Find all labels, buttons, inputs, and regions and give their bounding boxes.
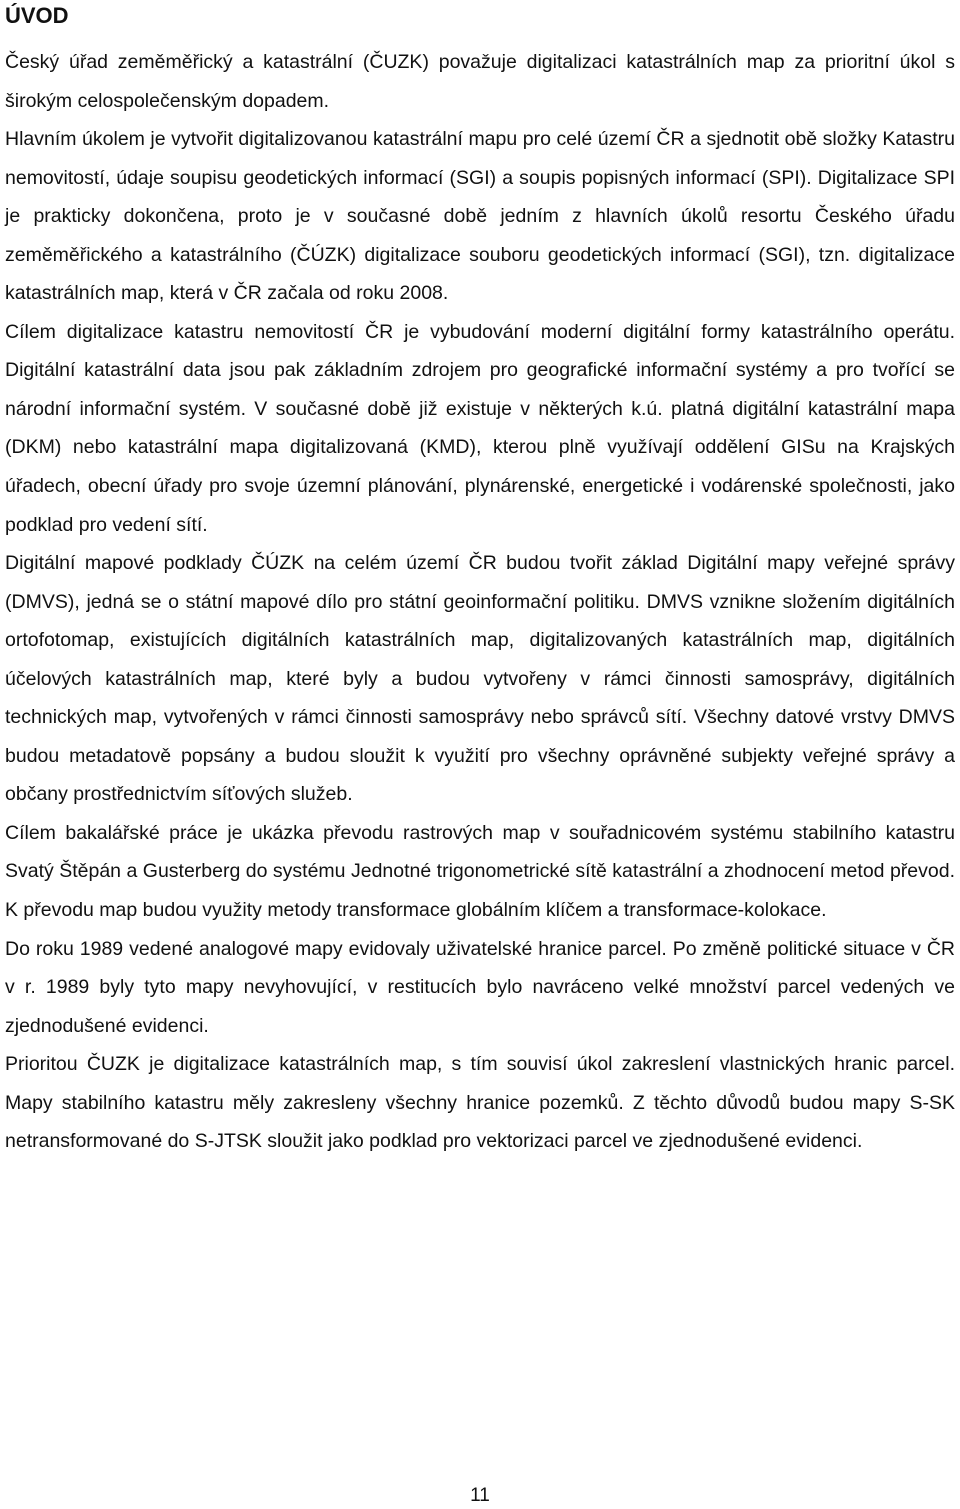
body-text <box>5 43 955 1161</box>
paragraph-main-task: Hlavním úkolem je vytvořit digitalizovanou katastrální mapu pro celé území ČR a sjednotit obě složky Katastru nemovitostí, údaje soupisu geodetických informací (SGI) a soupis popisných informací (SPI). Digitalizace SPI je prakticky dokončena, proto je v současné době jedním z hlavních úkolů resortu Českého úřadu zeměměřického a katastrálního (ČÚZK) digitalizace souboru geodetických informací (SGI), tzn. digitalizace katastrálních map, která v ČR začala od roku 2008. <box>5 128 955 305</box>
paragraph-dmvs: Digitální mapové podklady ČÚZK na celém území ČR budou tvořit základ Digitální mapy veřejné správy (DMVS), jedná se o státní mapové dílo pro státní geoinformační politiku. DMVS vznikne složením digitálních ortofotomap, existujících digitálních katastrálních map, digitalizovaných katastrálních map, digitálních účelových katastrálních map, které byly a budou vytvořeny v rámci činnosti samosprávy, digitálních technických map, vytvořených v rámci činnosti samosprávy nebo správců sítí. Všechny datové vrstvy DMVS budou metadatově popsány a budou sloužit k využití pro všechny oprávněné subjekty veřejné správy a občany prostřednictvím síťových služeb. <box>5 552 955 806</box>
paragraph-thesis-goal: Cílem bakalářské práce je ukázka převodu rastrových map v souřadnicovém systému stabilního katastru Svatý Štěpán a Gusterberg do systému Jednotné trigonometrické sítě katastrální a zhodnocení metod převod. K převodu map budou využity metody transformace globálním klíčem a transformace-kolokace. <box>5 821 955 922</box>
paragraph-priority: Prioritou ČUZK je digitalizace katastrálních map, s tím souvisí úkol zakreslení vlastnických hranic parcel. Mapy stabilního katastru měly zakresleny všechny hranice pozemků. Z těchto důvodů budou mapy S-SK netransformované do S-JTSK sloužit jako podklad pro vektorizaci parcel ve zjednodušené evidenci. <box>5 1053 955 1153</box>
page-number: 11 <box>470 1485 490 1506</box>
page-title: ÚVOD <box>5 3 69 28</box>
paragraph-intro: Český úřad zeměměřický a katastrální (ČUZK) považuje digitalizaci katastrálních map za prioritní úkol s širokým celospolečenským dopadem. <box>5 51 955 112</box>
paragraph-digitalization-goal: Cílem digitalizace katastru nemovitostí ČR je vybudování moderní digitální formy katastrálního operátu. Digitální katastrální data jsou pak základním zdrojem pro geografické informační systémy a pro tvořící se národní informační systém. V současné době již existuje v některých k.ú. platná digitální katastrální mapa (DKM) nebo katastrální mapa digitalizovaná (KMD), kterou plně využívají oddělení GISu na Krajských úřadech, obecní úřady pro svoje územní plánování, plynárenské, energetické i vodárenské společnosti, jako podklad pro vedení sítí. <box>5 320 955 536</box>
paragraph-history: Do roku 1989 vedené analogové mapy evidovaly uživatelské hranice parcel. Po změně politické situace v ČR v r. 1989 byly tyto mapy nevyhovující, v restitucích bylo navráceno velké množství parcel vedených ve zjednodušené evidenci. <box>5 937 955 1037</box>
